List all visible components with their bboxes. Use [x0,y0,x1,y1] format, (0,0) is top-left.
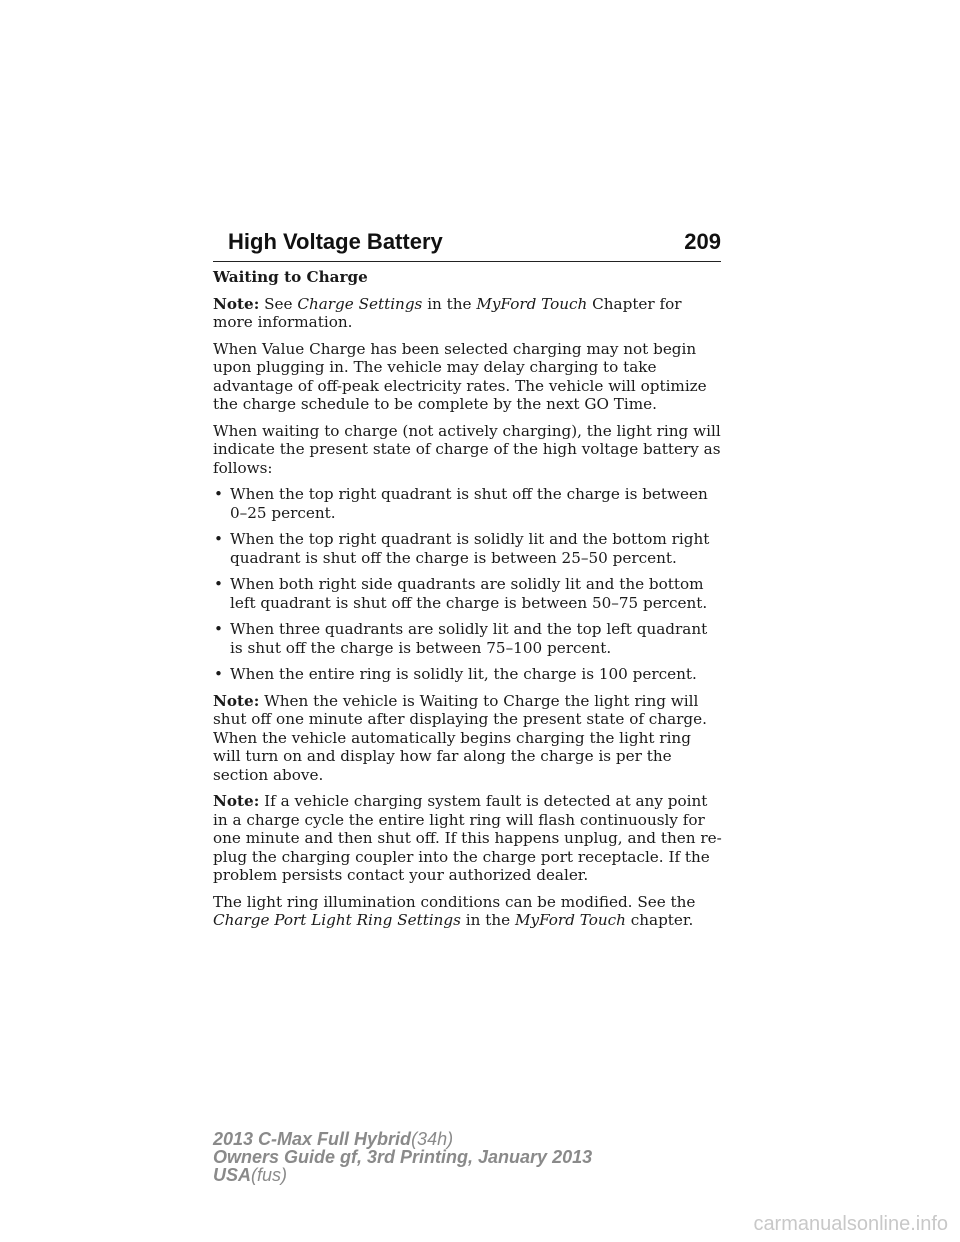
bullet-icon: • [214,620,223,638]
site-watermark: carmanualsonline.info [753,1213,948,1235]
footer-line-model [213,1130,592,1148]
page-content [213,268,723,938]
list-item-text: When the top right quadrant is shut off the charge is between 0–25 percent. [230,485,708,522]
section-title: High Voltage Battery [228,229,443,254]
note-label: Note: [213,792,260,810]
footer-guide: Owners Guide gf, 3rd Printing, January 2013 [213,1147,593,1167]
note-light-ring-shutoff [213,692,723,785]
page-header [213,229,721,262]
list-item-text: When the entire ring is solidly lit, the charge is 100 percent. [230,665,697,683]
footer-line-guide [213,1148,592,1166]
bullet-icon: • [214,485,223,503]
footer-model-code: (34h) [411,1129,454,1149]
note-text: If a vehicle charging system fault is detected at any point in a charge cycle the entire light ring will flash continuously for one minute and then shut off. If this happens unplug, and then re-plug the charging coupler into the charge port receptacle. If the problem persists contact your authorized dealer. [213,792,722,884]
list-item-text: When both right side quadrants are solidly lit and the bottom left quadrant is shut off the charge is between 50–75 percent. [230,575,708,612]
note-fault-detected [213,792,723,885]
note-see: See [264,294,293,313]
note-label: Note: [213,294,260,313]
page-footer [213,1130,592,1184]
paragraph-text: The light ring illumination conditions can be modified. See the [213,892,696,911]
footer-region: USA [213,1165,252,1185]
charge-state-list [213,485,723,684]
footer-model: 2013 C-Max Full Hybrid [213,1129,412,1149]
footer-region-code: (fus) [251,1165,288,1185]
bullet-icon: • [214,530,223,548]
paragraph-value-charge: When Value Charge has been selected charging may not begin upon plugging in. The vehicle may delay charging to take advantage of off-peak electricity rates. The vehicle will optimize the charge schedule to be complete by the next GO Time. [213,339,707,413]
subsection-heading: Waiting to Charge [213,268,368,286]
list-item [213,530,723,567]
note-charge-settings [213,295,723,332]
paragraph-end: chapter. [630,911,694,929]
paragraph-waiting-state: When waiting to charge (not actively charging), the light ring will indicate the present state of charge of the high voltage battery as follows: [213,421,721,477]
bullet-icon: • [214,665,223,683]
list-item-text: When the top right quadrant is solidly lit and the bottom right quadrant is shut off the charge is between 25–50 percent. [230,530,710,567]
note-label: Note: [213,691,260,710]
ref-myford-touch: MyFord Touch [476,294,588,313]
ref-charge-settings: Charge Settings [297,294,423,313]
ref-myford-touch: MyFord Touch [514,911,626,929]
ref-light-ring-settings: Charge Port Light Ring Settings [213,911,461,929]
list-item [213,665,723,684]
footer-line-region [213,1166,592,1184]
note-text: When the vehicle is Waiting to Charge the light ring will shut off one minute after displaying the present state of charge. When the vehicle automatically begins charging the light ring will turn on and display how far along the charge is per the section above. [213,691,707,784]
page-number: 209 [684,229,721,254]
list-item [213,620,723,657]
paragraph-in-the: in the [465,911,511,929]
list-item [213,575,723,612]
list-item [213,485,723,522]
paragraph-illumination-settings [213,893,723,930]
list-item-text: When three quadrants are solidly lit and the top left quadrant is shut off the charge is between 75–100 percent. [230,620,708,657]
note-rest: Chapter for more information. [213,294,682,331]
bullet-icon: • [214,575,223,593]
note-in-the: in the [427,294,472,313]
